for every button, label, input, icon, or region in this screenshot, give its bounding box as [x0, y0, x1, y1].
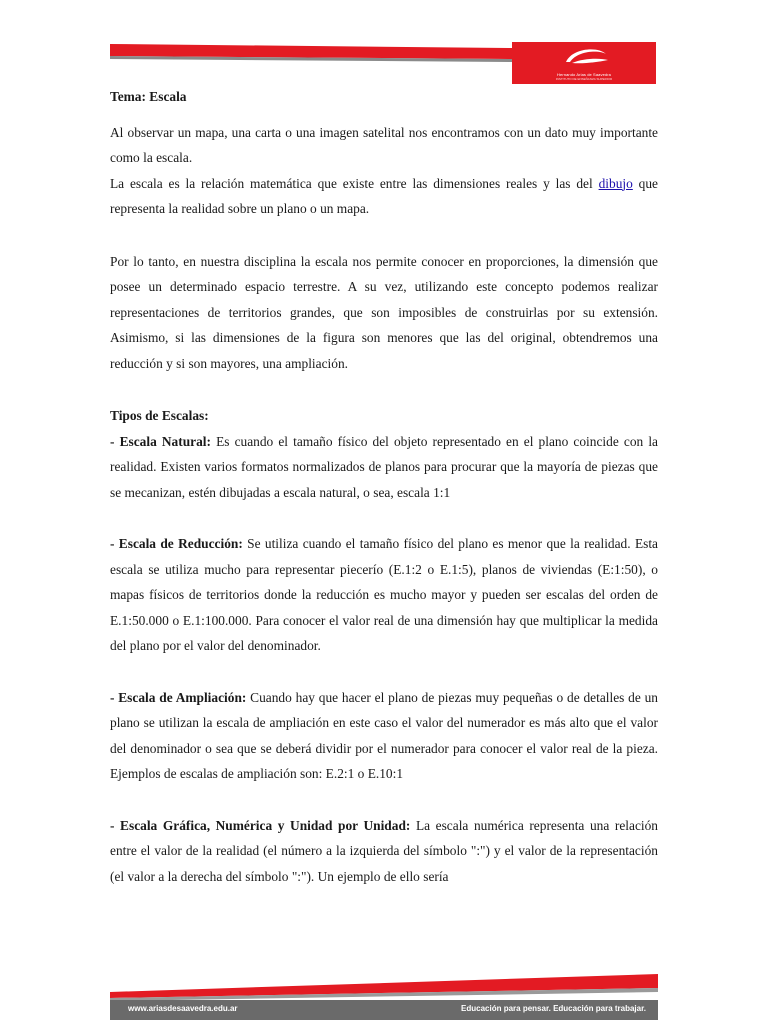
paragraph-2: Por lo tanto, en nuestra disciplina la escala nos permite conocer en proporciones, la dimensión que posee un determinado espacio terrestre. A su vez, utilizando este concepto podemos realizar representaciones de territorios grandes, que son imposibles de construirlas por su extensión. Asimismo, si las dimensiones de la figura son menores que las del original, obtendremos una reducción y si son mayores, una ampliación. — [110, 253, 658, 371]
dibujo-link[interactable]: dibujo — [598, 175, 633, 191]
document-title: Tema: Escala — [110, 89, 187, 104]
logo-swoosh-icon — [512, 42, 656, 72]
footer-red-band — [110, 970, 658, 1002]
page-footer — [110, 970, 658, 1024]
intro-paragraph-1: Al observar un mapa, una carta o una imagen satelital nos encontramos con un dato muy importante como la escala. — [110, 124, 658, 165]
institution-logo — [512, 42, 656, 84]
escala-natural: - Escala Natural: Es cuando el tamaño físico del objeto representado en el plano coincide con la realidad. Existen varios formatos normalizados de planos para procurar que la mayoría de piezas que se mecanizan, estén dibujadas a escala natural, o sea, escala 1:1 — [110, 433, 658, 500]
escala-grafica: - Escala Gráfica, Numérica y Unidad por Unidad: La escala numérica representa una relación entre el valor de la realidad (el número a la izquierda del símbolo ":") y el valor de la representación (el valor a la derecha del símbolo ":"). Un ejemplo de ello sería — [110, 817, 658, 884]
page-header — [110, 42, 658, 86]
logo-tagline: INSTITUTO DE ENSEÑANZA SUPERIOR — [555, 77, 613, 81]
escala-ampliacion: - Escala de Ampliación: Cuando hay que hacer el plano de piezas muy pequeñas o de detalles de un plano se utilizan la escala de ampliación en este caso el valor del numerador es más alto que el valor del denominador o sea que se deberá dividir por el numerador para conocer el valor real de la pieza. Ejemplos de escalas de ampliación son: E.2:1 o E.10:1 — [110, 689, 658, 781]
escala-reduccion: - Escala de Reducción: Se utiliza cuando el tamaño físico del plano es menor que la realidad. Esta escala se utiliza mucho para representar piecerío (E.1:2 o E.1:5), planos de viviendas (E:1:50), o mapas físicos de territorios donde la reducción es mucho mayor y pueden ser escalas del orden de E.1:50.000 o E.1:100.000. Para conocer el valor real de una dimensión hay que multiplicar la medida del plano por el valor del denominador. — [110, 536, 658, 653]
intro-paragraph-2: La escala es la relación matemática que existe entre las dimensiones reales y las del dibujo que representa la realidad sobre un plano o un mapa. — [110, 175, 658, 216]
types-heading: Tipos de Escalas: — [110, 408, 209, 423]
logo-name: Hernando Arias de Saavedra — [557, 72, 611, 77]
footer-url[interactable]: www.ariasdesaavedra.edu.ar — [128, 1004, 238, 1013]
document-body — [110, 84, 658, 889]
footer-slogan: Educación para pensar. Educación para trabajar. — [461, 1004, 646, 1013]
